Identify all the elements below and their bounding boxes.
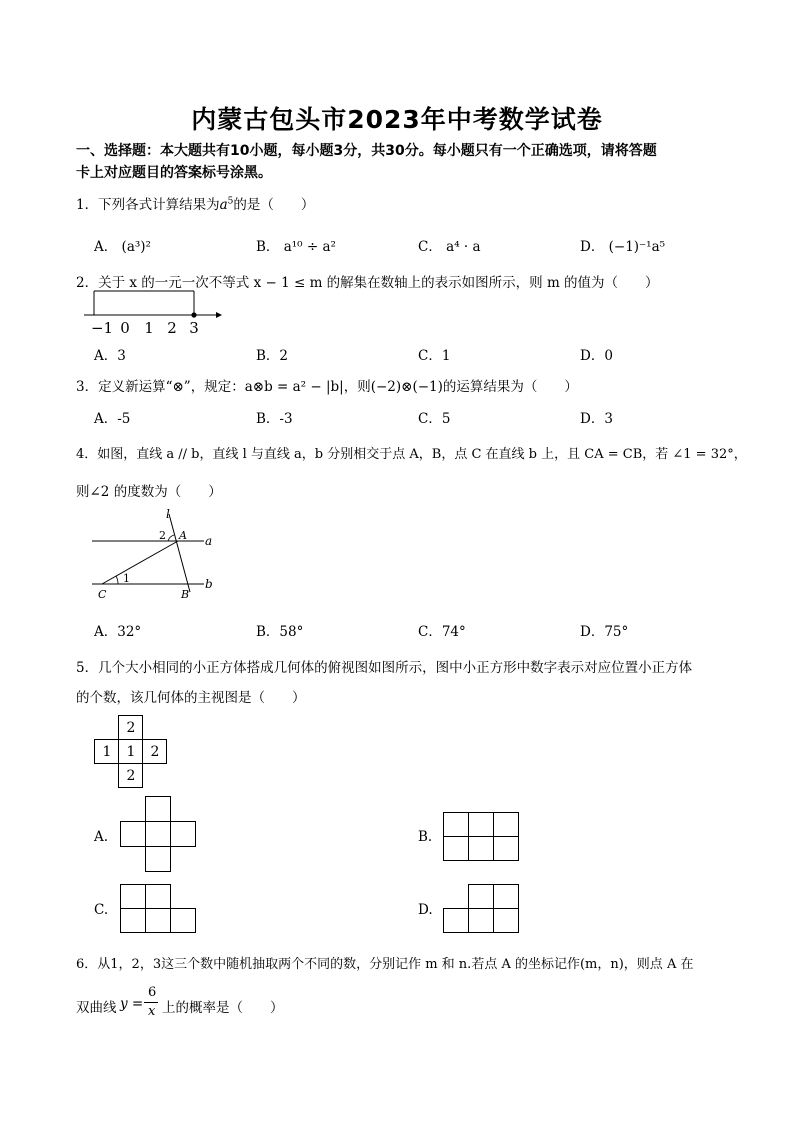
q5-option-d-figure[interactable] xyxy=(443,884,519,934)
question-5-line2: 的个数，该几何体的主视图是（ ） xyxy=(76,690,306,706)
q5-option-c-figure[interactable] xyxy=(120,884,196,934)
q4-option-b[interactable]: B．58° xyxy=(256,624,304,640)
q1-option-b[interactable]: B． a¹⁰ ÷ a² xyxy=(256,239,336,255)
tick-label: 2 xyxy=(167,319,177,337)
grid-count: 1 xyxy=(102,744,112,760)
angle-2-label: 2 xyxy=(159,529,166,542)
q6-y-eq: y = xyxy=(120,996,144,1012)
question-1-text-b: 的是（ ） xyxy=(233,197,315,213)
q4-option-c[interactable]: C．74° xyxy=(418,624,466,640)
q6-text-a: 双曲线 xyxy=(76,1000,117,1016)
q4-option-a[interactable]: A．32° xyxy=(94,624,142,640)
question-3-text: 3．定义新运算“⊗”，规定：a⊗b = a² − |b|，则(−2)⊗(−1)的运算结果为（ ） xyxy=(76,379,578,395)
q1-option-d[interactable]: D． (−1)⁻¹a⁵ xyxy=(580,239,666,255)
grid-count: 2 xyxy=(126,720,136,736)
q5-option-b-figure[interactable] xyxy=(443,812,519,862)
question-1-text-a: 1．下列各式计算结果为 xyxy=(76,197,220,213)
grid-count: 2 xyxy=(126,768,136,784)
q6-text-b: 上的概率是（ ） xyxy=(162,1000,284,1016)
grid-count: 1 xyxy=(126,744,136,760)
tick-label: −1 xyxy=(90,319,114,337)
q1-option-c[interactable]: C． a⁴ · a xyxy=(418,239,481,255)
q2-option-d[interactable]: D．0 xyxy=(580,348,613,364)
q3-option-c[interactable]: C．5 xyxy=(418,411,451,427)
label-a: a xyxy=(205,534,213,548)
q3-option-b[interactable]: B．-3 xyxy=(256,411,293,427)
label-l: l xyxy=(166,507,170,521)
section-heading-line2: 卡上对应题目的答案标号涂黑。 xyxy=(76,165,272,181)
label-b: b xyxy=(205,577,213,591)
angle-1-label: 1 xyxy=(123,572,130,585)
tick-label: 3 xyxy=(189,319,199,337)
label-A: A xyxy=(179,529,187,542)
question-5-line1: 5．几个大小相同的小正方体搭成几何体的俯视图如图所示，图中小正方形中数字表示对应位置小正方体 xyxy=(76,660,693,676)
q2-option-a[interactable]: A．3 xyxy=(94,348,126,364)
q1-option-a[interactable]: A． (a³)² xyxy=(94,239,151,255)
q2-option-b[interactable]: B．2 xyxy=(256,348,289,364)
q4-option-d[interactable]: D．75° xyxy=(580,624,629,640)
section-heading-line1: 一、选择题：本大题共有10小题，每小题3分，共30分。每小题只有一个正确选项，请将答题 xyxy=(76,143,657,159)
label-B: B xyxy=(181,588,190,601)
q5-option-d-label[interactable]: D. xyxy=(418,902,433,918)
tick-label: 0 xyxy=(120,319,130,337)
page-title: 内蒙古包头市2023年中考数学试卷 xyxy=(191,105,603,134)
q5-option-a-label[interactable]: A. xyxy=(94,829,109,845)
number-line-figure xyxy=(80,288,230,338)
q5-option-b-label[interactable]: B. xyxy=(418,829,433,845)
q3-option-a[interactable]: A．-5 xyxy=(94,411,131,427)
question-4-line2: 则∠2 的度数为（ ） xyxy=(76,484,222,500)
question-6-line1: 6．从1，2，3这三个数中随机抽取两个不同的数，分别记作 m 和 n.若点 A 的坐标记作(m，n)，则点 A 在 xyxy=(76,957,694,972)
fraction-denominator: x xyxy=(148,1004,156,1019)
question-4-line1: 4．如图，直线 a // b，直线 l 与直线 a，b 分别相交于点 A，B，点 C 在直线 b 上，且 CA = CB，若 ∠1 = 32°， xyxy=(76,447,747,462)
q5-option-c-label[interactable]: C. xyxy=(94,902,109,918)
question-1: 1．下列各式计算结果为$a^5$的是（ ） xyxy=(76,196,315,213)
parallel-lines-figure xyxy=(88,506,218,602)
label-C: C xyxy=(98,588,107,601)
q2-option-c[interactable]: C．1 xyxy=(418,348,451,364)
top-view-grid xyxy=(94,715,168,789)
question-2-text: 2．关于 x 的一元一次不等式 x − 1 ≤ m 的解集在数轴上的表示如图所示，则 m 的值为（ ） xyxy=(76,275,659,291)
grid-count: 2 xyxy=(150,744,160,760)
q5-option-a-figure[interactable] xyxy=(120,796,196,872)
q3-option-d[interactable]: D．3 xyxy=(580,411,613,427)
tick-label: 1 xyxy=(144,319,154,337)
fraction-numerator: 6 xyxy=(148,985,157,1000)
